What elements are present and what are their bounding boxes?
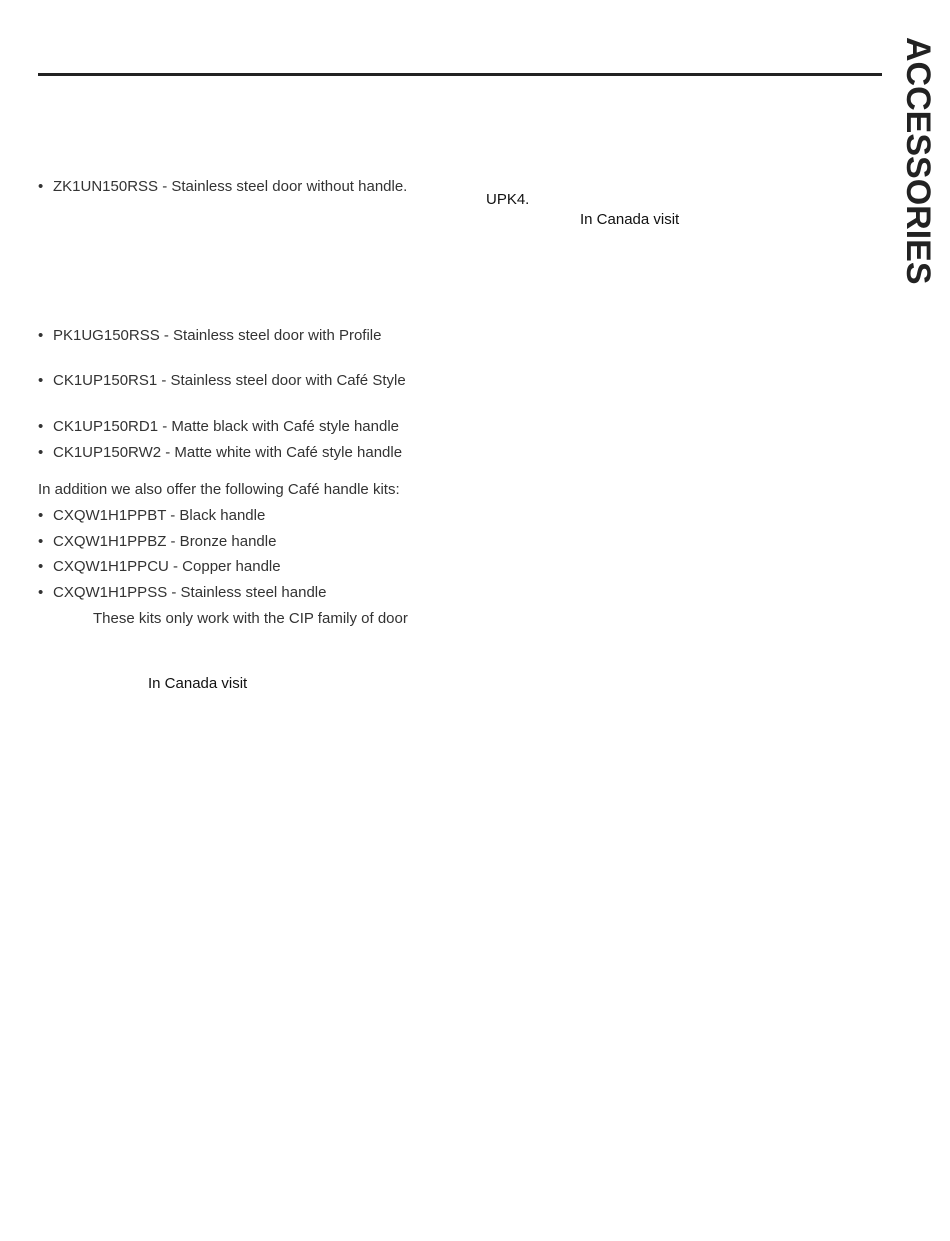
list-item-text: CXQW1H1PPSS - Stainless steel handle xyxy=(53,584,327,601)
bullet-icon: • xyxy=(38,418,44,435)
list-item-text: CXQW1H1PPBZ - Bronze handle xyxy=(53,533,277,550)
bullet-icon: • xyxy=(38,507,44,524)
list-item-text: CK1UP150RD1 - Matte black with Café style handle xyxy=(53,418,399,435)
bullet-icon: • xyxy=(38,558,44,575)
list-item-text: CXQW1H1PPBT - Black handle xyxy=(53,507,266,524)
bullet-icon: • xyxy=(38,178,44,195)
kits-note: These kits only work with the CIP family of door xyxy=(93,610,408,627)
list-item-handle-kit xyxy=(38,584,326,602)
upk-text: UPK4. xyxy=(486,191,530,208)
list-item-text: CXQW1H1PPCU - Copper handle xyxy=(53,558,281,575)
list-item-text: ZK1UN150RSS - Stainless steel door without handle. xyxy=(53,178,408,195)
bullet-icon: • xyxy=(38,327,44,344)
list-item-door-without-handle xyxy=(38,178,407,196)
list-item-text: PK1UG150RSS - Stainless steel door with Profile xyxy=(53,327,382,344)
list-item-handle-kit xyxy=(38,558,281,576)
list-item-text: CK1UP150RW2 - Matte white with Café style handle xyxy=(53,444,403,461)
list-item-matte-white xyxy=(38,444,402,462)
section-heading-accessories: ACCESSORIES xyxy=(899,37,937,285)
bullet-icon: • xyxy=(38,584,44,601)
header-rule xyxy=(38,73,882,76)
list-item-handle-kit xyxy=(38,507,265,525)
list-item-handle-kit xyxy=(38,533,276,551)
canada-visit-right: In Canada visit xyxy=(580,211,680,228)
list-item-matte-black xyxy=(38,418,399,436)
bullet-icon: • xyxy=(38,444,44,461)
list-item-cafe-door xyxy=(38,372,406,390)
canada-visit-left: In Canada visit xyxy=(148,675,248,692)
handle-kits-intro: In addition we also offer the following Café handle kits: xyxy=(38,481,400,498)
bullet-icon: • xyxy=(38,372,44,389)
list-item-text: CK1UP150RS1 - Stainless steel door with Café Style xyxy=(53,372,406,389)
list-item-profile-door xyxy=(38,327,381,345)
bullet-icon: • xyxy=(38,533,44,550)
